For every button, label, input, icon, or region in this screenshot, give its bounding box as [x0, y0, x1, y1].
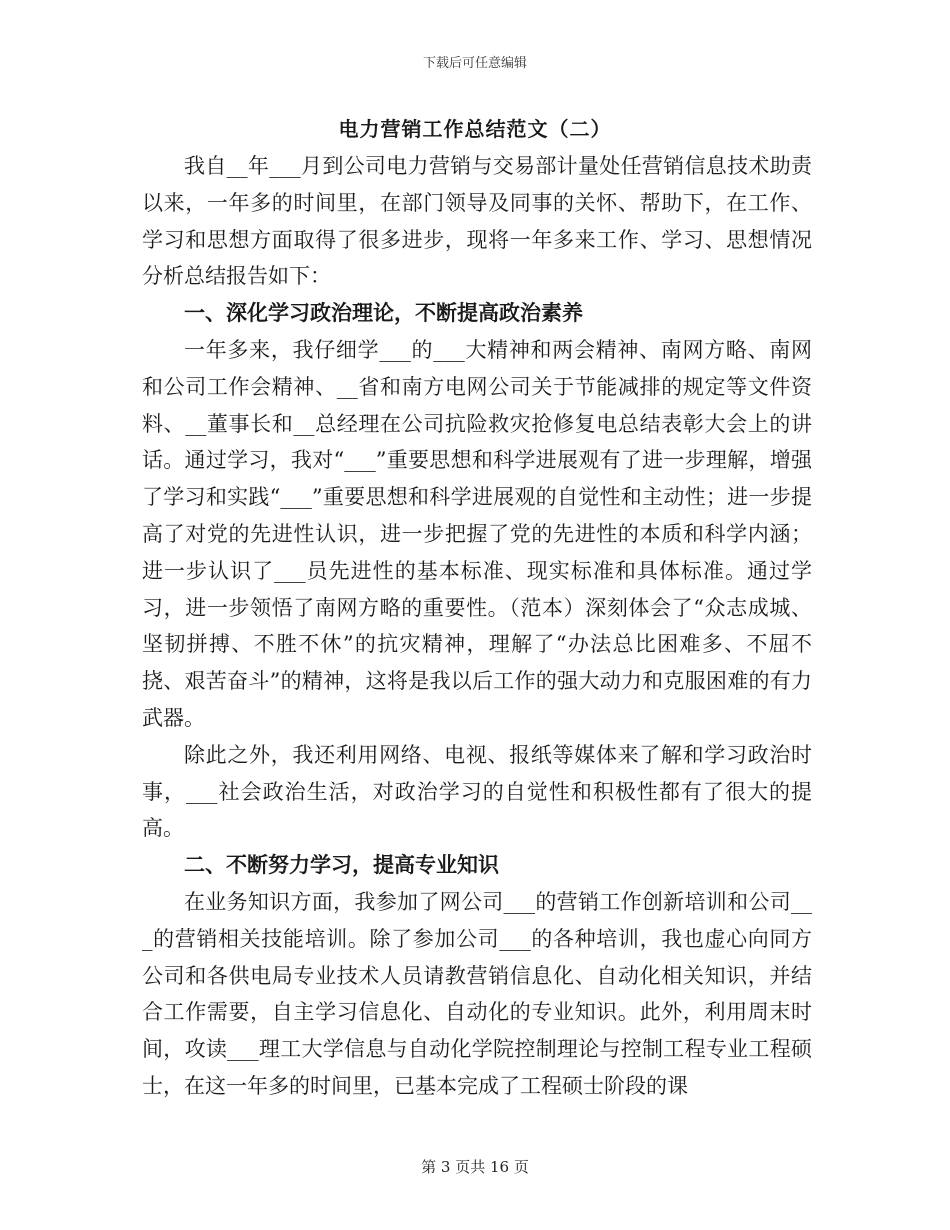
paragraph-section2-body: 在业务知识方面，我参加了网公司___的营销工作创新培训和公司___的营销相关技能培训。除了参加公司___的各种培训，我也虚心向同方公司和各供电局专业技术人员请教营销信息化、自动化相关知识，并结合工作需要，自主学习信息化、自动化的专业知识。此外，利用周末时间，攻读___理工大学信息与自动化学院控制理论与控制工程专业工程硕士，在这一年多的时间里，已基本完成了工程硕士阶段的课 [142, 889, 812, 1098]
document-body [142, 148, 812, 1105]
document-title: 电力营销工作总结范文（二） [338, 117, 612, 141]
page-header: 下载后可任意编辑 [422, 56, 527, 71]
paragraph-section1-extra: 除此之外，我还利用网络、电视、报纸等媒体来了解和学习政治时事，___社会政治生活，对政治学习的自觉性和积极性都有了很大的提高。 [142, 742, 812, 841]
page-footer: 第 3 页共 16 页 [421, 1158, 529, 1176]
paragraph-section1-body: 一年多来，我仔细学___的___大精神和两会精神、南网方略、南网和公司工作会精神、__省和南方电网公司关于节能减排的规定等文件资料、__董事长和__总经理在公司抗险救灾抢修复电总结表彰大会上的讲话。通过学习，我对“___”重要思想和科学进展观有了进一步理解，增强了学习和实践“___”重要思想和科学进展观的自觉性和主动性；进一步提高了对党的先进性认识，进一步把握了党的先进性的本质和科学内涵；进一步认识了___员先进性的基本标准、现实标准和具体标准。通过学习，进一步领悟了南网方略的重要性。（范本）深刻体会了“众志成城、坚韧拼搏、不胜不休”的抗灾精神，理解了“办法总比困难多、不屈不挠、艰苦奋斗”的精神，这将是我以后工作的强大动力和克服困难的有力武器。 [142, 337, 812, 730]
section-heading-1: 一、深化学习政治理论，不断提高政治素养 [184, 300, 583, 326]
paragraph-intro: 我自__年___月到公司电力营销与交易部计量处任营销信息技术助责以来，一年多的时间里，在部门领导及同事的关怀、帮助下，在工作、学习和思想方面取得了很多进步，现将一年多来工作、学习、思想情况分析总结报告如下： [142, 154, 812, 289]
section-heading-2: 二、不断努力学习，提高专业知识 [184, 852, 499, 878]
